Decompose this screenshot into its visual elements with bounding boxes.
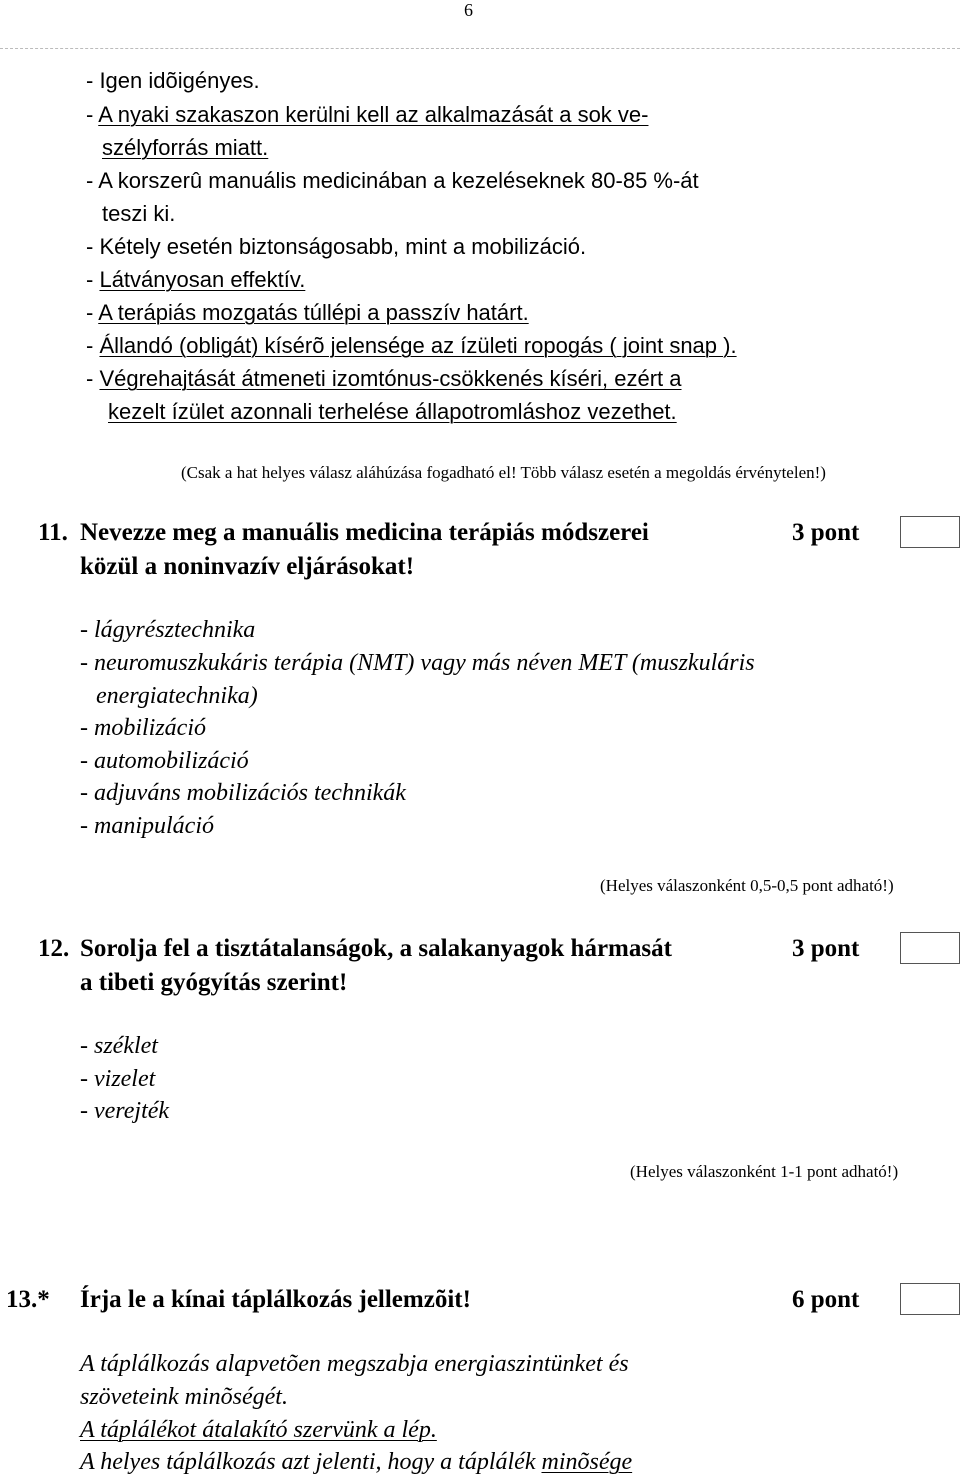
scoring-note: (Csak a hat helyes válasz aláhúzása fogadható el! Több válasz esetén a megoldás érvénytelen!) <box>181 463 826 482</box>
scoring-note: (Helyes válaszonként 1-1 pont adható!) <box>630 1162 899 1181</box>
answer-line: A táplálkozás alapvetõen megszabja energiaszintünket és <box>80 1351 629 1377</box>
underlined-answer: Végrehajtását átmeneti izomtónus-csökkenés kíséri, ezért a <box>99 366 682 391</box>
answer-line: - vizelet <box>80 1066 156 1092</box>
points-label: 3 pont <box>792 935 860 962</box>
list-item: - Látványosan effektív. <box>86 267 306 292</box>
list-item: - Igen idõigényes. <box>86 68 260 93</box>
scoring-note: (Helyes válaszonként 0,5-0,5 pont adható!) <box>600 876 894 895</box>
question-number: 13.* <box>6 1286 50 1313</box>
score-box[interactable] <box>900 932 960 964</box>
underlined-answer: A nyaki szakaszon kerülni kell az alkalmazását a sok ve- <box>98 102 649 127</box>
answer-line: - mobilizáció <box>80 715 206 741</box>
points-label: 3 pont <box>792 519 860 546</box>
list-item: - Kétely esetén biztonságosabb, mint a mobilizáció. <box>86 234 587 259</box>
score-box[interactable] <box>900 1283 960 1315</box>
underlined-answer: kezelt ízület azonnali terhelése állapotromláshoz vezethet. <box>108 399 677 424</box>
underlined-answer: A terápiás mozgatás túllépi a passzív határt. <box>98 300 529 325</box>
answer-line: - automobilizáció <box>80 748 249 774</box>
score-box[interactable] <box>900 516 960 548</box>
answer-line: - adjuváns mobilizációs technikák <box>80 780 406 806</box>
answer-line: - lágyrésztechnika <box>80 617 256 643</box>
question-number: 12. <box>38 935 70 962</box>
list-item: - Állandó (obligát) kísérõ jelensége az ízületi ropogás ( joint snap ). <box>86 333 737 358</box>
header-divider <box>0 48 960 49</box>
list-item: teszi ki. <box>102 201 176 226</box>
answer-line: A helyes táplálkozás azt jelenti, hogy a táplálék minõsége <box>80 1449 633 1475</box>
answer-line: energiatechnika) <box>96 683 258 709</box>
points-label: 6 pont <box>792 1286 860 1313</box>
list-item: - A terápiás mozgatás túllépi a passzív határt. <box>86 300 529 325</box>
underlined-answer: Állandó (obligát) kísérõ jelensége az ízületi ropogás ( joint snap ). <box>99 333 737 358</box>
underlined-answer: Látványosan effektív. <box>99 267 306 292</box>
list-item: - A korszerû manuális medicinában a kezeléseknek 80-85 %-át <box>86 168 699 193</box>
question-text: Sorolja fel a tisztátalanságok, a salakanyagok hármasát <box>80 935 672 962</box>
question-text: a tibeti gyógyítás szerint! <box>80 969 348 996</box>
question-text: közül a noninvazív eljárásokat! <box>80 553 415 580</box>
list-item <box>108 399 677 425</box>
list-item: - Végrehajtását átmeneti izomtónus-csökkenés kíséri, ezért a <box>86 366 682 391</box>
answer-line: - széklet <box>80 1033 158 1059</box>
list-item: - A nyaki szakaszon kerülni kell az alkalmazását a sok ve- <box>86 102 649 127</box>
answer-line: - verejték <box>80 1098 170 1124</box>
question-text: Nevezze meg a manuális medicina terápiás módszerei <box>80 519 649 546</box>
answer-line: - neuromuszkukáris terápia (NMT) vagy más néven MET (muszkuláris <box>80 650 755 676</box>
question-text: Írja le a kínai táplálkozás jellemzõit! <box>80 1286 471 1313</box>
answer-line: - manipuláció <box>80 813 214 839</box>
answer-line <box>80 1417 437 1444</box>
underlined-answer: minõsége <box>541 1449 633 1475</box>
page-number: 6 <box>464 0 473 20</box>
question-number: 11. <box>38 519 68 546</box>
underlined-answer: A táplálékot átalakító szervünk a lép. <box>80 1417 437 1443</box>
list-item <box>102 135 268 161</box>
underlined-answer: szélyforrás miatt. <box>102 135 269 160</box>
answer-line: szöveteink minõségét. <box>80 1384 288 1410</box>
